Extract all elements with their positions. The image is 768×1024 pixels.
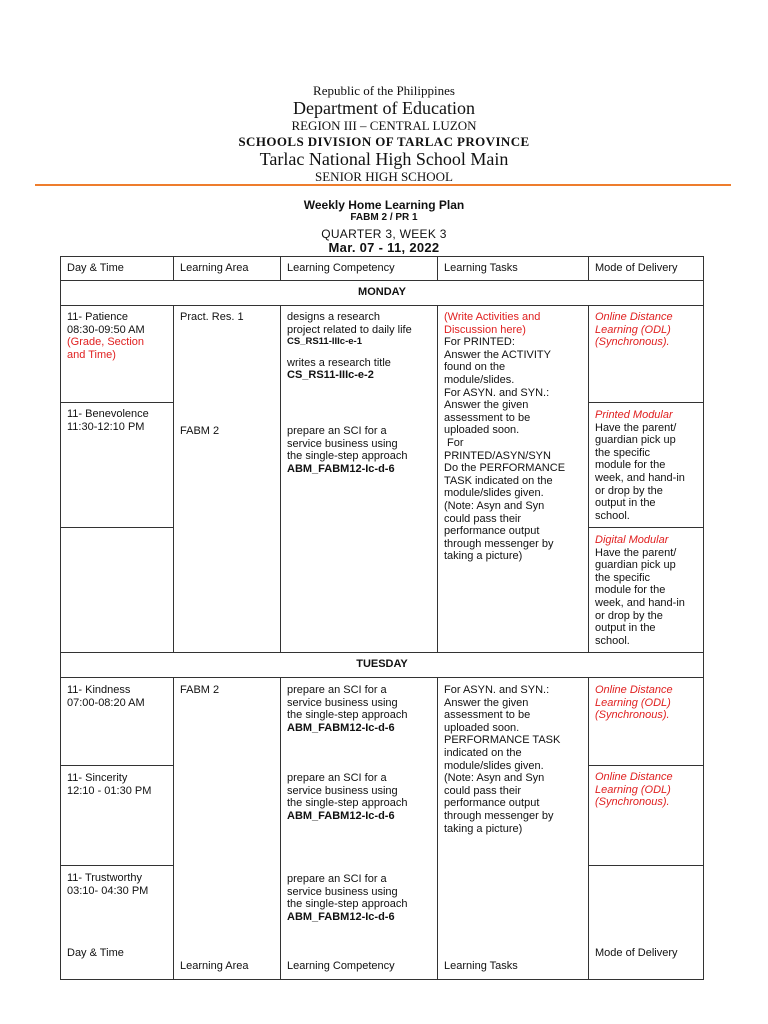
competency-code: ABM_FABM12-Ic-d-6	[287, 910, 395, 923]
competency-text: the single-step approach	[287, 898, 408, 911]
header-mode-of-delivery: Mode of Delivery	[595, 262, 678, 274]
competency-code: CS_RS11-IIIc-e-1	[287, 336, 362, 348]
competency-text: prepare an SCI for a	[287, 772, 387, 784]
header-learning-tasks: Learning Tasks	[444, 262, 518, 274]
class-time: 07:00-08:20 AM	[67, 696, 145, 709]
competency-text: service business using	[287, 885, 398, 898]
region-line: REGION III – CENTRAL LUZON	[291, 118, 477, 133]
tuesday-row2-daytime	[67, 772, 151, 797]
tuesday-row3-competency	[287, 873, 407, 923]
school-level: SENIOR HIGH SCHOOL	[315, 169, 453, 184]
mode-line: (Synchronous).	[595, 336, 670, 349]
mode-line: Learning (ODL)	[595, 696, 671, 709]
header-learning-area: Learning Area	[180, 262, 249, 274]
task-line: (Note: Asyn and Syn	[444, 772, 545, 785]
task-line: Answer the ACTIVITY	[444, 348, 551, 361]
task-line: For ASYN. and SYN.:	[444, 684, 550, 696]
section-name: 11- Trustworthy	[67, 872, 142, 884]
monday-row1-competency	[287, 311, 412, 382]
monday-row2-daytime	[67, 408, 149, 433]
competency-text: the single-step approach	[287, 709, 408, 722]
competency-text: writes a research title	[287, 356, 391, 369]
day-label-tuesday: TUESDAY	[356, 658, 408, 670]
mode-line: Online Distance	[595, 771, 673, 783]
mode-line: (Synchronous).	[595, 709, 670, 722]
plan-dates: Mar. 07 - 11, 2022	[328, 240, 440, 255]
section-name: 11- Sincerity	[67, 772, 128, 784]
competency-text: project related to daily life	[287, 323, 412, 336]
task-line: PRINTED/ASYN/SYN	[444, 449, 551, 462]
header-day-time: Day & Time	[67, 262, 124, 274]
task-line: Answer the given	[444, 399, 529, 412]
mode-title: Printed Modular	[595, 409, 673, 421]
mode-title: Digital Modular	[595, 534, 669, 546]
placeholder-note: (Grade, Section	[67, 336, 145, 349]
class-time: 12:10 - 01:30 PM	[67, 784, 152, 797]
monday-row1-mode	[595, 311, 673, 349]
task-line: through messenger by	[444, 537, 554, 550]
task-line: For ASYN. and SYN.:	[444, 386, 550, 399]
competency-code: CS_RS11-IIIc-e-2	[287, 369, 374, 382]
task-line: Answer the given	[444, 696, 529, 709]
monday-row1-area: Pract. Res. 1	[180, 311, 244, 323]
competency-code: ABM_FABM12-Ic-d-6	[287, 721, 395, 734]
section-name: 11- Kindness	[67, 684, 131, 696]
task-line: could pass their	[444, 784, 522, 797]
mode-line: week, and hand-in	[595, 471, 685, 484]
division-line: SCHOOLS DIVISION OF TARLAC PROVINCE	[238, 134, 530, 149]
footer-learning-competency: Learning Competency	[287, 960, 395, 972]
mode-line: Learning (ODL)	[595, 783, 671, 796]
competency-text: service business using	[287, 437, 398, 450]
mode-line: (Synchronous).	[595, 796, 670, 809]
tuesday-row3-daytime	[67, 872, 148, 897]
mode-line: output in the	[595, 497, 656, 510]
placeholder-note: and Time)	[67, 348, 116, 361]
task-line: For	[444, 436, 464, 449]
monday-row1-daytime	[67, 311, 145, 361]
tasks-placeholder: (Write Activities and	[444, 311, 541, 323]
task-line: performance output	[444, 797, 540, 810]
mode-line: module for the	[595, 584, 666, 597]
class-time: 08:30-09:50 AM	[67, 323, 145, 336]
republic-line: Republic of the Philippines	[313, 83, 455, 98]
task-line: assessment to be	[444, 709, 531, 722]
competency-code: ABM_FABM12-Ic-d-6	[287, 809, 395, 822]
mode-line: week, and hand-in	[595, 596, 685, 609]
mode-line: guardian pick up	[595, 559, 676, 572]
mode-line: output in the	[595, 622, 656, 635]
task-line: (Note: Asyn and Syn	[444, 499, 545, 512]
mode-line: the specific	[595, 446, 651, 459]
mode-line: the specific	[595, 571, 651, 584]
footer-day-time: Day & Time	[67, 947, 124, 959]
task-line: Do the PERFORMANCE	[444, 462, 566, 475]
competency-code: ABM_FABM12-Ic-d-6	[287, 462, 395, 475]
task-line: TASK indicated on the	[444, 474, 553, 487]
task-line: taking a picture)	[444, 550, 523, 563]
task-line: could pass their	[444, 512, 522, 525]
task-line: through messenger by	[444, 809, 554, 822]
competency-text: service business using	[287, 784, 398, 797]
mode-line: or drop by the	[595, 484, 663, 497]
footer-mode-of-delivery: Mode of Delivery	[595, 947, 678, 959]
tuesday-learning-tasks	[444, 684, 560, 835]
task-line: taking a picture)	[444, 822, 523, 835]
mode-line: school.	[595, 509, 630, 522]
header-divider	[35, 184, 731, 186]
plan-subjects: FABM 2 / PR 1	[350, 212, 418, 223]
task-line: found on the	[444, 361, 506, 374]
mode-line: Have the parent/	[595, 546, 677, 559]
tuesday-row1-competency	[287, 684, 407, 734]
task-line: module/slides given.	[444, 487, 544, 500]
mode-line: school.	[595, 634, 630, 647]
task-line: indicated on the	[444, 746, 522, 759]
class-time: 03:10- 04:30 PM	[67, 884, 149, 897]
mode-line: Online Distance	[595, 684, 673, 696]
department-title: Department of Education	[293, 98, 475, 118]
tasks-placeholder: Discussion here)	[444, 323, 526, 336]
task-line: assessment to be	[444, 411, 531, 424]
tuesday-row2-mode	[595, 771, 673, 809]
plan-quarter-week: QUARTER 3, WEEK 3	[321, 227, 447, 241]
task-line: module/slides given.	[444, 759, 544, 772]
competency-text: prepare an SCI for a	[287, 684, 387, 696]
day-label-monday: MONDAY	[358, 286, 406, 298]
task-line: For PRINTED:	[444, 336, 515, 349]
section-name: 11- Benevolence	[67, 408, 149, 420]
tuesday-row2-competency	[287, 772, 407, 822]
section-name: 11- Patience	[67, 311, 128, 323]
class-time: 11:30-12:10 PM	[67, 420, 145, 433]
monday-learning-tasks	[444, 311, 565, 563]
task-line: uploaded soon.	[444, 424, 520, 437]
footer-learning-area: Learning Area	[180, 960, 249, 972]
task-line: uploaded soon.	[444, 721, 520, 734]
footer-learning-tasks: Learning Tasks	[444, 960, 518, 972]
monday-row3-mode	[595, 534, 685, 647]
plan-title: Weekly Home Learning Plan	[303, 198, 465, 212]
header-learning-competency: Learning Competency	[287, 262, 395, 274]
competency-text: the single-step approach	[287, 450, 408, 463]
mode-line: module for the	[595, 459, 666, 472]
tuesday-row1-daytime	[67, 684, 145, 709]
competency-text: the single-step approach	[287, 797, 408, 810]
task-line: module/slides.	[444, 373, 515, 386]
tuesday-row1-area: FABM 2	[180, 684, 220, 696]
monday-row2-area: FABM 2	[180, 425, 220, 437]
mode-line: Have the parent/	[595, 421, 677, 434]
monday-row2-mode	[595, 409, 685, 522]
monday-row2-competency	[287, 425, 407, 475]
competency-text: prepare an SCI for a	[287, 425, 387, 437]
mode-line: Online Distance	[595, 311, 673, 323]
competency-text: service business using	[287, 696, 398, 709]
school-name: Tarlac National High School Main	[259, 149, 509, 169]
task-line: performance output	[444, 525, 540, 538]
competency-text: designs a research	[287, 311, 380, 323]
competency-text: prepare an SCI for a	[287, 873, 387, 885]
task-line: PERFORMANCE TASK	[444, 734, 561, 747]
mode-line: guardian pick up	[595, 434, 676, 447]
tuesday-row1-mode	[595, 684, 673, 722]
mode-line: or drop by the	[595, 609, 663, 622]
mode-line: Learning (ODL)	[595, 323, 671, 336]
